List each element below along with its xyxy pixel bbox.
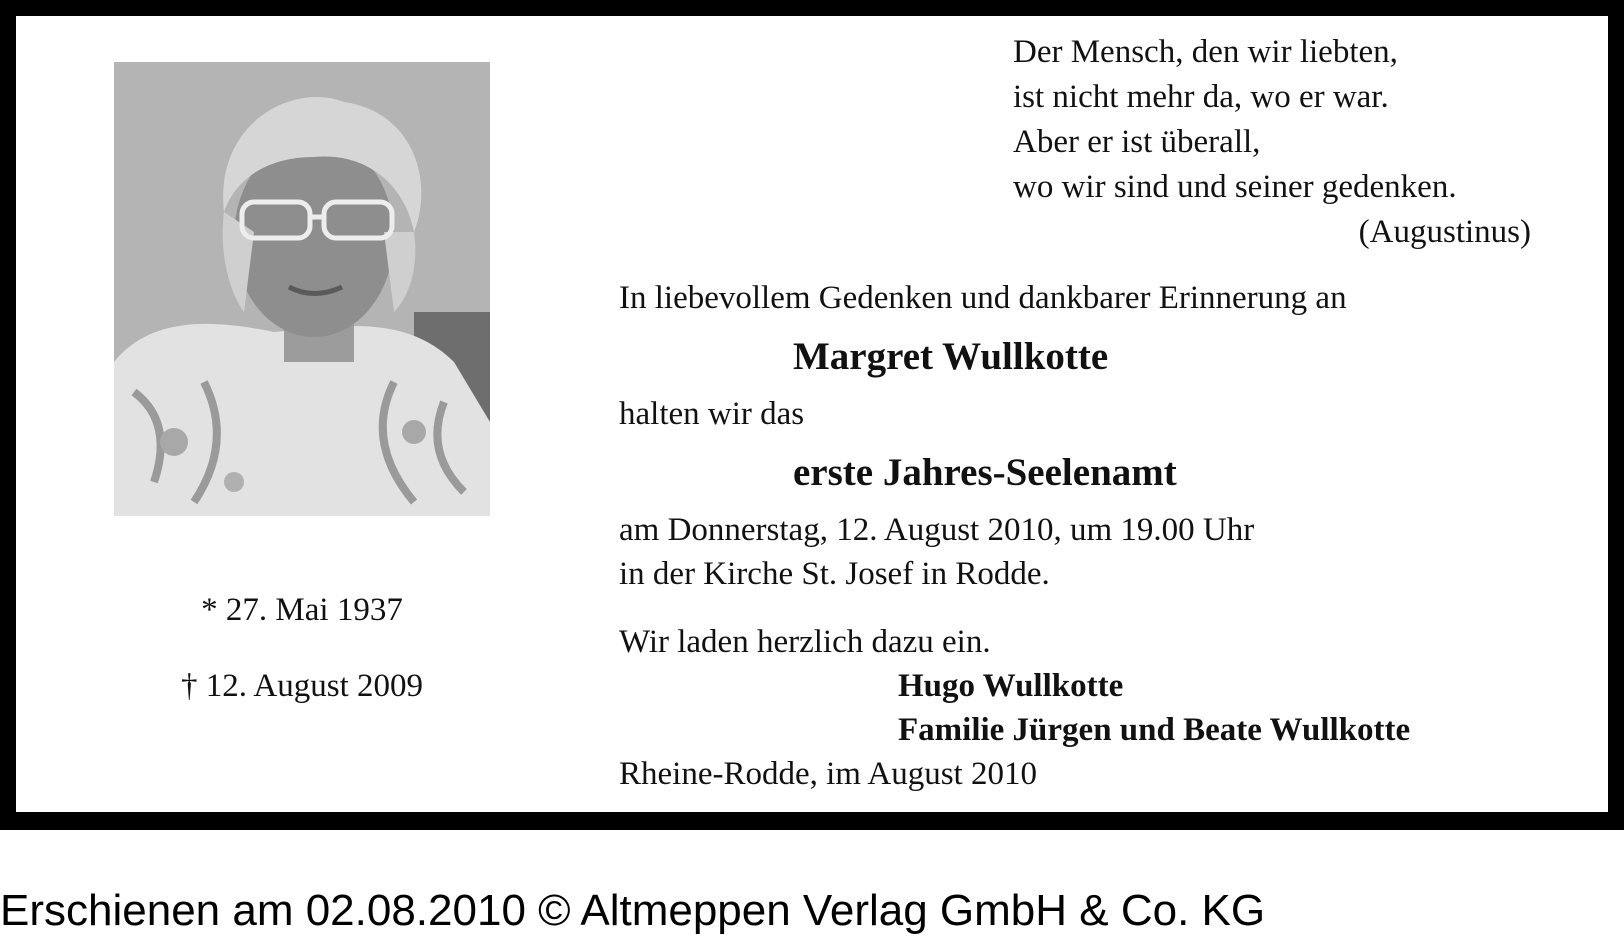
death-date: † 12. August 2009 <box>180 668 424 704</box>
signatory: Hugo Wullkotte <box>898 668 1124 704</box>
birth-date: * 27. Mai 1937 <box>201 592 403 628</box>
quote-line: wo wir sind und seiner gedenken. <box>1013 169 1457 205</box>
publication-footer: Erschienen am 02.08.2010 © Altmeppen Verlag GmbH & Co. KG <box>0 886 1266 935</box>
quote-attribution: (Augustinus) <box>1358 214 1531 250</box>
event-title: erste Jahres-Seelenamt <box>793 451 1177 494</box>
quote-line: Aber er ist überall, <box>1013 124 1261 160</box>
portrait-image-placeholder <box>114 62 490 516</box>
memorial-intro: In liebevollem Gedenken und dankbarer Erinnerung an <box>619 280 1347 316</box>
event-place: in der Kirche St. Josef in Rodde. <box>619 556 1050 592</box>
portrait-photo <box>114 62 490 516</box>
quote-line: ist nicht mehr da, wo er war. <box>1013 79 1389 115</box>
signatory: Familie Jürgen und Beate Wullkotte <box>898 712 1411 748</box>
quote-line: Der Mensch, den wir liebten, <box>1013 34 1398 70</box>
halten-text: halten wir das <box>619 396 805 432</box>
quote-block <box>1013 30 1531 255</box>
location-date: Rheine-Rodde, im August 2010 <box>619 756 1037 792</box>
deceased-name: Margret Wullkotte <box>793 335 1109 378</box>
event-datetime: am Donnerstag, 12. August 2010, um 19.00 Uhr <box>619 512 1255 548</box>
invitation-text: Wir laden herzlich dazu ein. <box>619 624 991 660</box>
